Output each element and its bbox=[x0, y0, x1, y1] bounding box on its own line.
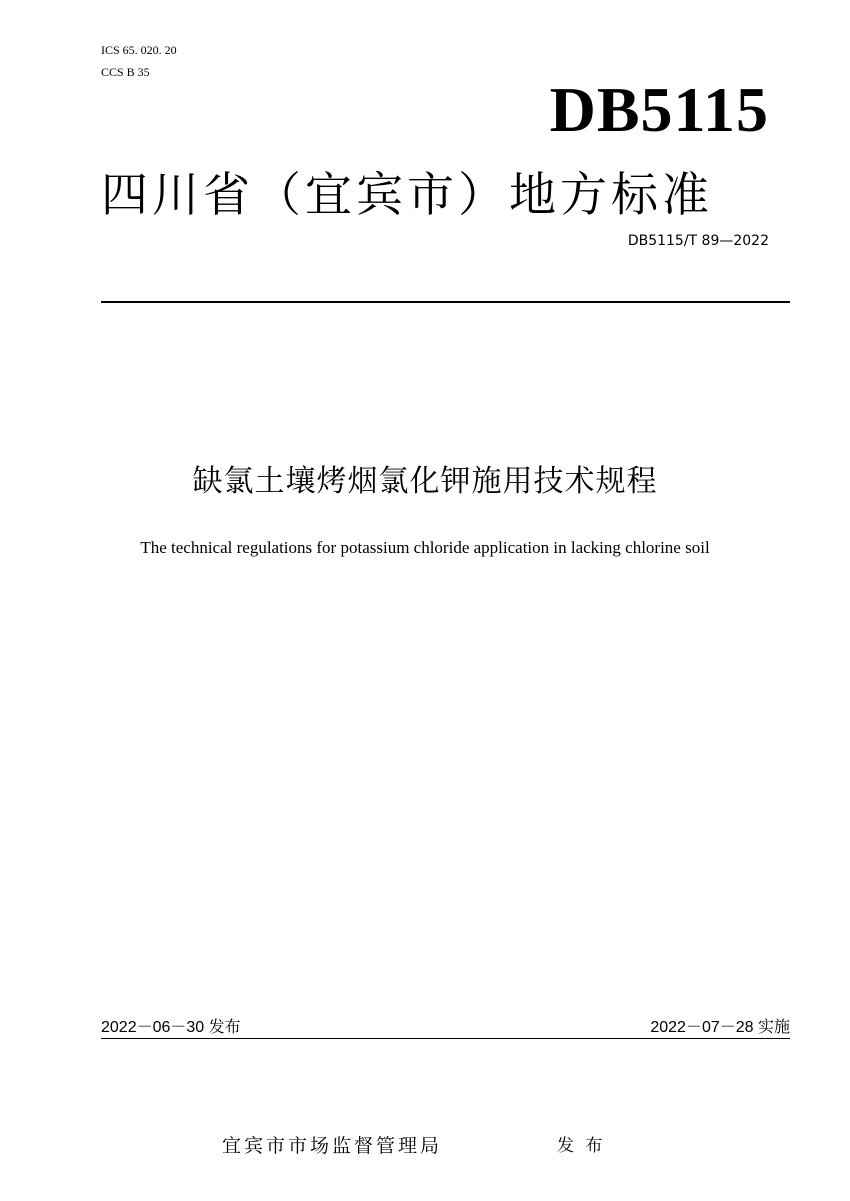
issuing-authority: 宜宾市市场监督管理局 bbox=[222, 1135, 443, 1157]
ccs-code: CCS B 35 bbox=[101, 65, 150, 79]
date-divider bbox=[101, 1038, 790, 1039]
issue-action: 发 布 bbox=[557, 1136, 603, 1156]
header-divider bbox=[101, 301, 790, 303]
publish-date: 2022－06－30 发布 bbox=[101, 1019, 241, 1036]
document-title-chinese: 缺氯土壤烤烟氯化钾施用技术规程 bbox=[192, 464, 658, 499]
standard-code-logo: DB5115 bbox=[549, 74, 769, 145]
standard-type-title: 四川省（宜宾市）地方标准 bbox=[101, 168, 713, 223]
ics-code: ICS 65. 020. 20 bbox=[101, 43, 177, 57]
standard-number: DB5115/T 89—2022 bbox=[627, 233, 769, 249]
implement-date: 2022－07－28 实施 bbox=[650, 1019, 790, 1036]
document-title-english: The technical regulations for potassium chloride application in lacking chlorine soil bbox=[140, 538, 710, 557]
